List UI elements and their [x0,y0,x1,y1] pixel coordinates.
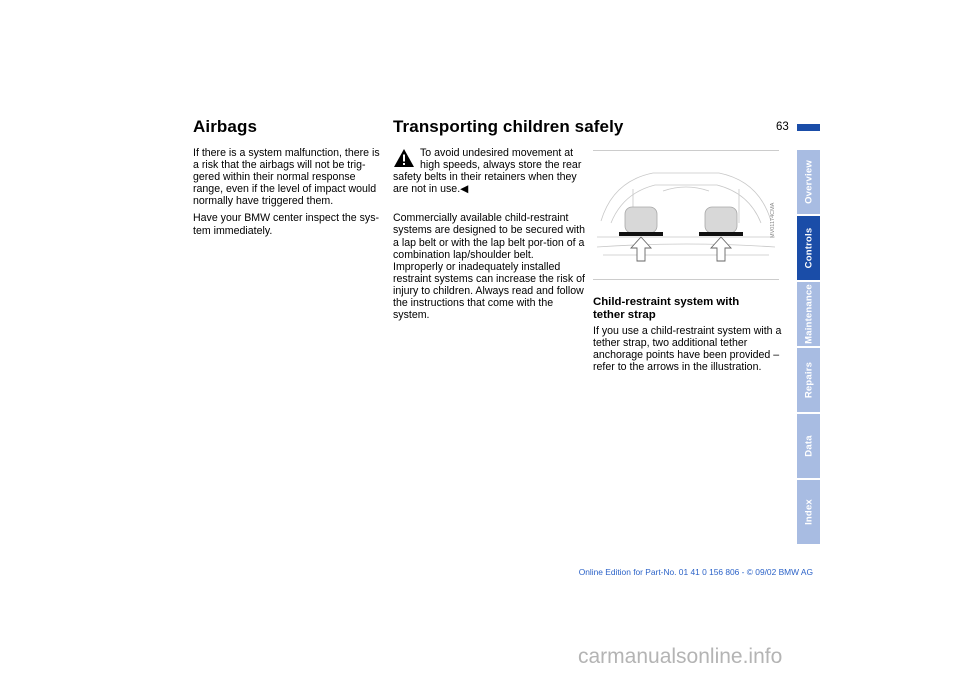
tab-repairs-label: Repairs [803,361,814,399]
tab-controls[interactable] [797,216,820,280]
tab-overview[interactable] [797,150,820,214]
tab-data[interactable] [797,414,820,478]
airbags-paragraph-2: Have your BMW center inspect the sys-tem immediately. [193,212,380,237]
warning-text: To avoid undesired movement at high speeds, always store the rear safety belts in their retainers when they are not in use.◀ [393,147,582,196]
tab-maintenance-label: Maintenance [803,284,814,344]
transporting-children-heading: Transporting children safely [393,117,624,136]
rear-seat-drawing [593,151,779,279]
tab-index-label: Index [803,499,814,525]
children-column [393,147,585,326]
airbags-heading: Airbags [193,117,257,136]
page-marker [797,124,820,131]
watermark: carmanualsonline.info [578,645,783,668]
tab-controls-label: Controls [803,227,814,269]
warning-triangle-icon [393,148,415,168]
footer-edition-link[interactable]: Online Edition for Part-No. 01 41 0 156 806 - © 09/02 BMW AG [578,567,813,577]
airbags-column [193,147,385,242]
tether-strap-subheading [593,296,783,322]
tether-strap-column [593,296,783,378]
section-tabs [797,150,820,546]
tab-maintenance[interactable] [797,282,820,346]
tab-overview-label: Overview [803,160,814,204]
tab-data-label: Data [803,435,814,457]
airbags-paragraph-1: If there is a system malfunction, there is a risk that the airbags will not be trig-gered within their normal response range, even if the level of impact would normally have triggered them. [193,147,380,208]
warning-note [393,147,585,195]
page-number: 63 [776,121,789,133]
subheading-line-1: Child-restraint system with [593,296,740,308]
tether-strap-paragraph: If you use a child-restraint system with a tether strap, two additional tether anchorage points have been provided – refer to the arrows in the illustration. [593,325,782,374]
rear-seat-illustration [593,150,779,280]
tab-index[interactable] [797,480,820,544]
subheading-line-2: tether strap [593,309,656,321]
restraint-paragraph: Commercially available child-restraint systems are designed to be secured with a lap belt or with the lap belt por-tion of a combination lap/shoulder belt. Improperly or inadequately installed restraint systems can increase the risk of injury to children. Always read and follow the instructions that come with the system. [393,212,585,322]
figure-code: MV01174CMA [770,202,776,238]
tab-repairs[interactable] [797,348,820,412]
